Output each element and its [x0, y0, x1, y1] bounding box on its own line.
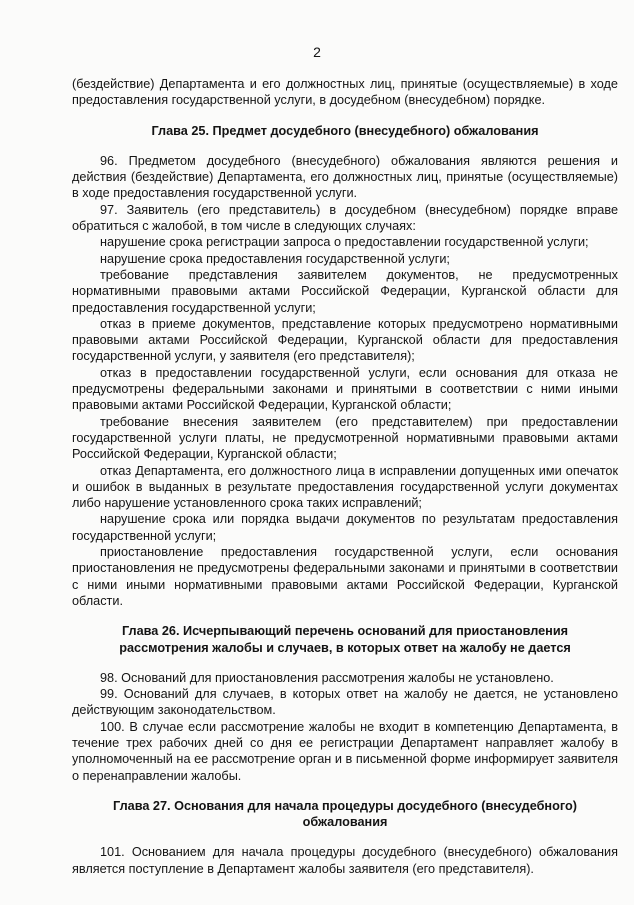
- spacer: [72, 139, 618, 153]
- spacer: [72, 784, 618, 798]
- paragraph: нарушение срока или порядка выдачи документов по результатам предоставления государственной услуги;: [72, 512, 618, 543]
- document-body: [72, 76, 618, 877]
- paragraph: 97. Заявитель (его представитель) в досудебном (внесудебном) порядке вправе обратиться с жалобой, в том числе в следующих случаях:: [72, 202, 618, 234]
- paragraph: 100. В случае если рассмотрение жалобы не входит в компетенцию Департамента, в течение трех рабочих дней со дня ее регистрации Департамент направляет жалобу в уполномоченный на ее рассмотрение орган и в письменной форме информирует заявителя о перенаправлении жалобы.: [72, 719, 618, 783]
- paragraph: отказ Департамента, его должностного лица в исправлении допущенных ими опечаток и ошибок в выданных в результате предоставления государственной услуги документах либо нарушение установленного срока таких исправлений;: [72, 463, 618, 511]
- spacer: [72, 830, 618, 844]
- paragraph: 101. Основанием для начала процедуры досудебного (внесудебного) обжалования является поступление в Департамент жалобы заявителя (его представителя).: [72, 845, 618, 876]
- chapter-heading: Глава 25. Предмет досудебного (внесудебного) обжалования: [151, 123, 539, 138]
- paragraph: отказ в приеме документов, представление которых предусмотрено нормативными правовыми актами Российской Федерации, Курганской области для предоставления государственной услуги, у заявителя (его представителя);: [72, 316, 618, 364]
- paragraph: приостановление предоставления государственной услуги, если основания приостановления не предусмотрены федеральными законами и принятыми в соответствии с ними иными нормативными правовыми актами Российской Федерации, Курганской области.: [72, 545, 618, 608]
- paragraph: (бездействие) Департамента и его должностных лиц, принятые (осуществляемые) в ходе предоставления государственной услуги, в досудебном (внесудебном) порядке.: [72, 77, 618, 108]
- paragraph: требование представления заявителем документов, не предусмотренных нормативными правовыми актами Российской Федерации, Курганской области для предоставления государственной услуги;: [72, 267, 618, 315]
- paragraph: нарушение срока регистрации запроса о предоставлении государственной услуги;: [100, 235, 589, 250]
- page-number: 2: [313, 44, 321, 60]
- paragraph: 98. Оснований для приостановления рассмотрения жалобы не установлено.: [100, 670, 554, 685]
- spacer: [72, 656, 618, 670]
- paragraph: 99. Оснований для случаев, в которых ответ на жалобу не дается, не установлено действующим законодательством.: [72, 687, 618, 718]
- paragraph: отказ в предоставлении государственной услуги, если основания для отказа не предусмотрены федеральными законами и принятыми в соответствии с ними иными правовыми актами Российской Федерации, Курганской области;: [72, 365, 618, 413]
- chapter-heading: Глава 27. Основания для начала процедуры досудебного (внесудебного) обжалования: [113, 798, 577, 830]
- spacer: [72, 609, 618, 623]
- paragraph: нарушение срока предоставления государственной услуги;: [100, 251, 450, 266]
- spacer: [72, 109, 618, 123]
- chapter-heading: Глава 26. Исчерпывающий перечень оснований для приостановления рассмотрения жалобы и случаев, в которых ответ на жалобу не дается: [119, 624, 571, 655]
- paragraph: требование внесения заявителем (его представителем) при предоставлении государственной услуги платы, не предусмотренной нормативными правовыми актами Российской Федерации, Курганской области;: [72, 414, 618, 462]
- paragraph: 96. Предметом досудебного (внесудебного) обжалования являются решения и действия (бездействие) Департамента, его должностных лиц, принятые (осуществляемые) в ходе предоставления государственной услуги.: [72, 153, 618, 201]
